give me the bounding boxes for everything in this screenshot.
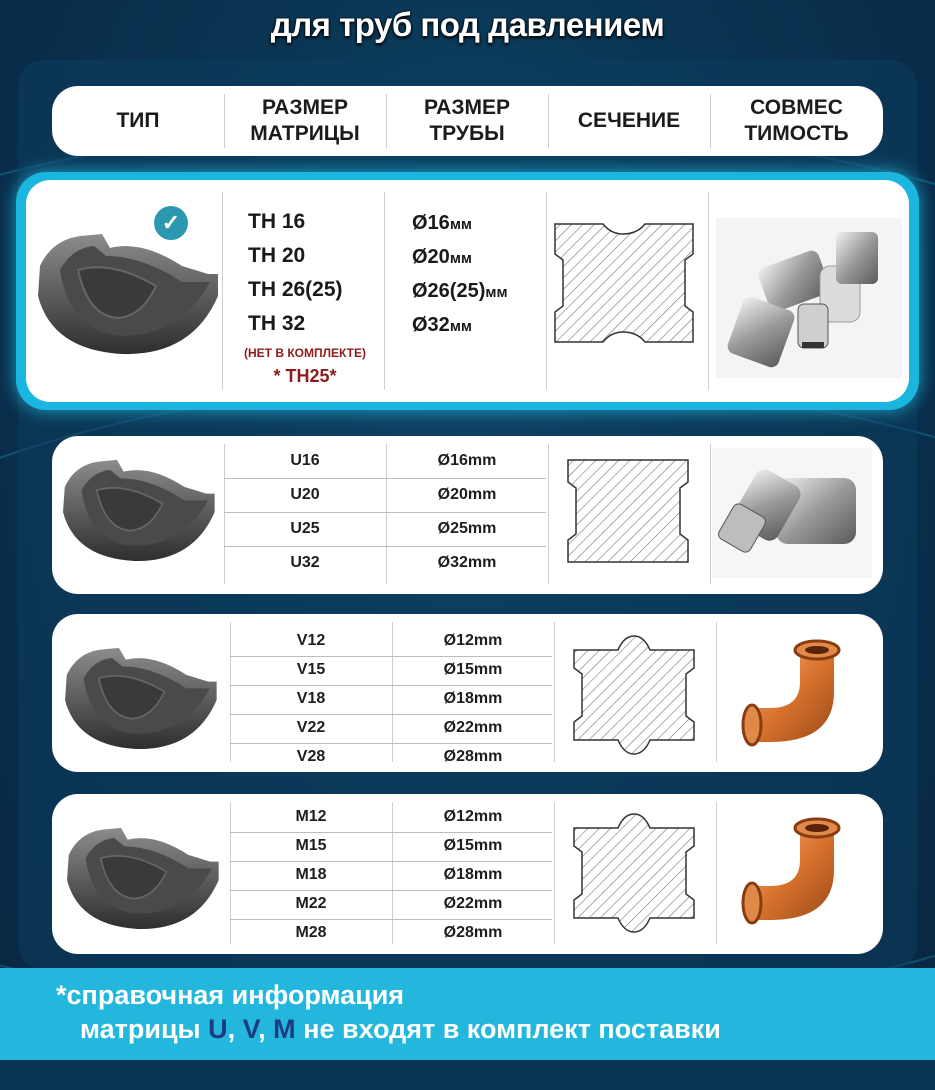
header-pipe-size: РАЗМЕР ТРУБЫ bbox=[424, 96, 510, 145]
pipe-size: Ø28mm bbox=[443, 748, 503, 765]
table-header bbox=[52, 86, 883, 156]
copper-elbow-fitting-icon bbox=[730, 810, 870, 940]
matrix-size: V22 bbox=[296, 719, 326, 736]
matrix-size: M15 bbox=[295, 837, 327, 854]
pipe-size: Ø28mm bbox=[443, 924, 503, 941]
matrix-size: V18 bbox=[296, 690, 326, 707]
pipe-size: Ø22mm bbox=[443, 719, 503, 736]
pipe-size: Ø12mm bbox=[443, 808, 503, 825]
pipe-size: Ø20мм bbox=[412, 246, 473, 268]
pipe-size: Ø25mm bbox=[437, 520, 497, 537]
pipe-size: Ø32mm bbox=[437, 554, 497, 571]
th25-note: * TH25* bbox=[273, 366, 337, 386]
check-icon: ✓ bbox=[154, 206, 188, 240]
header-compatibility: СОВМЕС ТИМОСТЬ bbox=[744, 96, 849, 145]
page-title: для труб под давлением bbox=[270, 6, 665, 43]
footer-note-line2: матрицы U, V, M не входят в комплект поставки bbox=[80, 1014, 721, 1044]
pipe-size: Ø15mm bbox=[443, 837, 503, 854]
footer-note-line1: *справочная информация bbox=[56, 980, 405, 1010]
matrix-size: U32 bbox=[290, 554, 320, 571]
pipe-size: Ø22mm bbox=[443, 895, 503, 912]
pipe-size: Ø18mm bbox=[443, 690, 503, 707]
pipe-size: Ø26(25)мм bbox=[412, 280, 508, 302]
th-section-icon bbox=[553, 220, 695, 346]
matrix-size: M12 bbox=[295, 808, 327, 825]
pipe-size: Ø15mm bbox=[443, 661, 503, 678]
pipe-size: Ø12mm bbox=[443, 632, 503, 649]
matrix-size: U20 bbox=[290, 486, 320, 503]
u-section-icon bbox=[566, 456, 690, 566]
header-type: ТИП bbox=[116, 109, 160, 132]
v-section-icon bbox=[572, 632, 696, 758]
pipe-size: Ø16мм bbox=[412, 212, 473, 234]
matrix-size: M28 bbox=[295, 924, 327, 941]
th-die-icon bbox=[32, 226, 222, 361]
pipe-size: Ø18mm bbox=[443, 866, 503, 883]
press-elbow-fitting-icon bbox=[712, 448, 872, 578]
matrix-size: M22 bbox=[295, 895, 327, 912]
matrix-size: TH 32 bbox=[248, 312, 306, 335]
m-section-icon bbox=[572, 810, 696, 936]
matrix-size: M18 bbox=[295, 866, 327, 883]
matrix-size: U25 bbox=[290, 520, 320, 537]
pipe-size: Ø20mm bbox=[437, 486, 497, 503]
press-tee-fitting-icon bbox=[716, 218, 902, 378]
header-matrix-size: РАЗМЕР МАТРИЦЫ bbox=[250, 96, 360, 145]
matrix-size: V28 bbox=[296, 748, 326, 765]
m-die-icon bbox=[62, 814, 222, 942]
matrix-size: TH 20 bbox=[248, 244, 306, 267]
matrix-size: V12 bbox=[296, 632, 326, 649]
v-die-icon bbox=[60, 634, 220, 762]
pipe-size: Ø32мм bbox=[412, 314, 473, 336]
matrix-size: TH 26(25) bbox=[248, 278, 343, 301]
not-included-note: (НЕТ В КОМПЛЕКТЕ) bbox=[244, 346, 366, 360]
pipe-size: Ø16mm bbox=[437, 452, 497, 469]
matrix-size: V15 bbox=[296, 661, 326, 678]
copper-elbow-fitting-icon bbox=[730, 632, 870, 762]
matrix-size: U16 bbox=[290, 452, 320, 469]
header-section: СЕЧЕНИЕ bbox=[577, 109, 681, 132]
matrix-size: TH 16 bbox=[248, 210, 306, 233]
u-die-icon bbox=[58, 446, 218, 574]
bottom-bar bbox=[0, 1060, 935, 1090]
